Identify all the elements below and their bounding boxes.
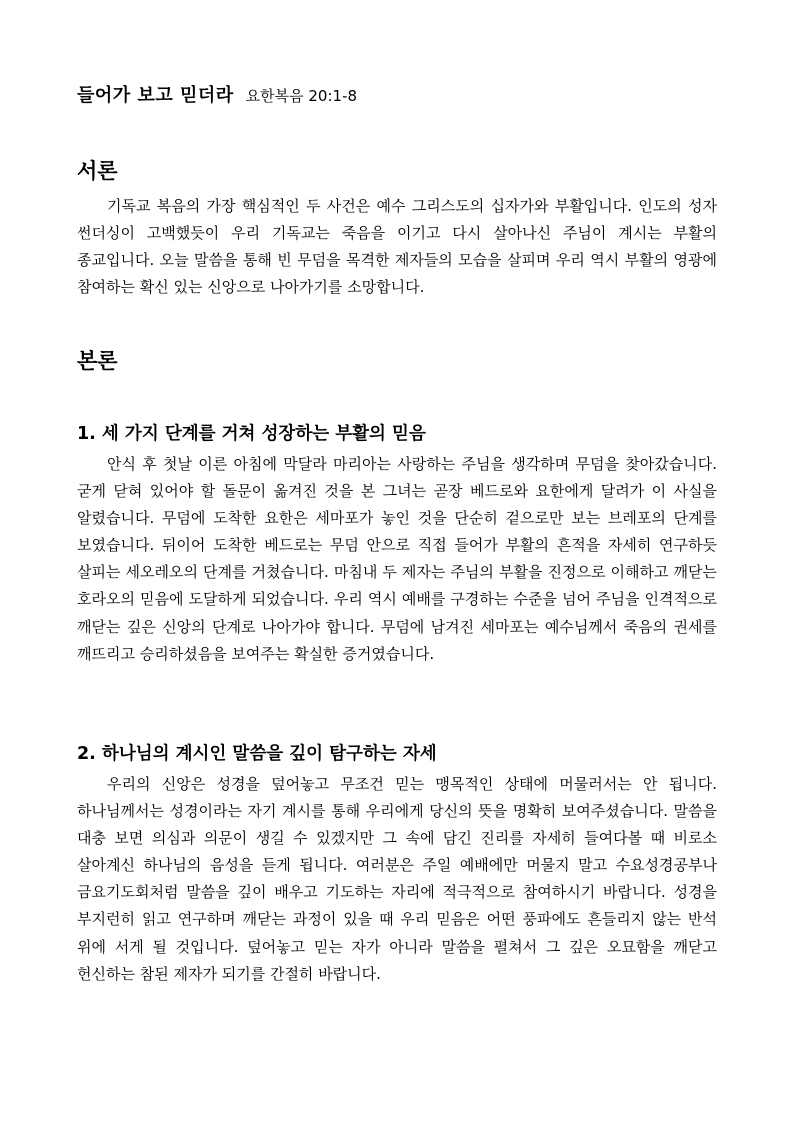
point-1-title: 1. 세 가지 단계를 거쳐 성장하는 부활의 믿음 bbox=[77, 424, 426, 444]
point-2-title: 2. 하나님의 계시인 말씀을 깊이 탐구하는 자세 bbox=[77, 744, 437, 764]
title-line bbox=[77, 81, 717, 107]
point-2-paragraph: 우리의 신앙은 성경을 덮어놓고 무조건 믿는 맹목적인 상태에 머물러서는 안 됩니다. 하나님께서는 성경이라는 자기 계시를 통해 우리에게 당신의 뜻을 명확히 보여주셨습니다. 말씀을 대충 보면 의심과 의문이 생길 수 있겠지만 그 속에 담긴 진리를 자세히 들여다볼 때 비로소 살아계신 하나님의 음성을 듣게 됩니다. 여러분은 주일 예배에만 머물지 말고 수요성경공부나 금요기도회처럼 말씀을 깊이 배우고 기도하는 자리에 적극적으로 참여하시기 바랍니다. 성경을 부지런히 읽고 연구하며 깨닫는 과정이 있을 때 우리 믿음은 어떤 풍파에도 흔들리지 않는 반석 위에 서게 될 것입니다. 덮어놓고 믿는 자가 아니라 말씀을 펼쳐서 그 깊은 오묘함을 깨닫고 헌신하는 참된 제자가 되기를 간절히 바랍니다. bbox=[77, 775, 717, 983]
main-heading: 본론 bbox=[77, 349, 118, 373]
sermon-title: 들어가 보고 믿더라 bbox=[77, 85, 234, 106]
intro-heading: 서론 bbox=[77, 159, 118, 183]
scripture-reference: 요한복음 20:1-8 bbox=[245, 87, 358, 105]
intro-paragraph: 기독교 복음의 가장 핵심적인 두 사건은 예수 그리스도의 십자가와 부활입니다. 인도의 성자 썬더싱이 고백했듯이 우리 기독교는 죽음을 이기고 다시 살아나신 주님이 계시는 부활의 종교입니다. 오늘 말씀을 통해 빈 무덤을 목격한 제자들의 모습을 살피며 우리 역시 부활의 영광에 참여하는 확신 있는 신앙으로 나아가기를 소망합니다. bbox=[77, 197, 717, 297]
point-1-paragraph: 안식 후 첫날 이른 아침에 막달라 마리아는 사랑하는 주님을 생각하며 무덤을 찾아갔습니다. 굳게 닫혀 있어야 할 돌문이 옮겨진 것을 본 그녀는 곧장 베드로와 요한에게 달려가 이 사실을 알렸습니다. 무덤에 도착한 요한은 세마포가 놓인 것을 단순히 겉으로만 보는 브레포의 단계를 보였습니다. 뒤이어 도착한 베드로는 무덤 안으로 직접 들어가 부활의 흔적을 자세히 연구하듯 살피는 세오레오의 단계를 거쳤습니다. 마침내 두 제자는 주님의 부활을 진정으로 이해하고 깨닫는 호라오의 믿음에 도달하게 되었습니다. 우리 역시 예배를 구경하는 수준을 넘어 주님을 인격적으로 깨닫는 깊은 신앙의 단계로 나아가야 합니다. 무덤에 남겨진 세마포는 예수님께서 죽음의 권세를 깨뜨리고 승리하셨음을 보여주는 확실한 증거였습니다. bbox=[77, 455, 717, 663]
